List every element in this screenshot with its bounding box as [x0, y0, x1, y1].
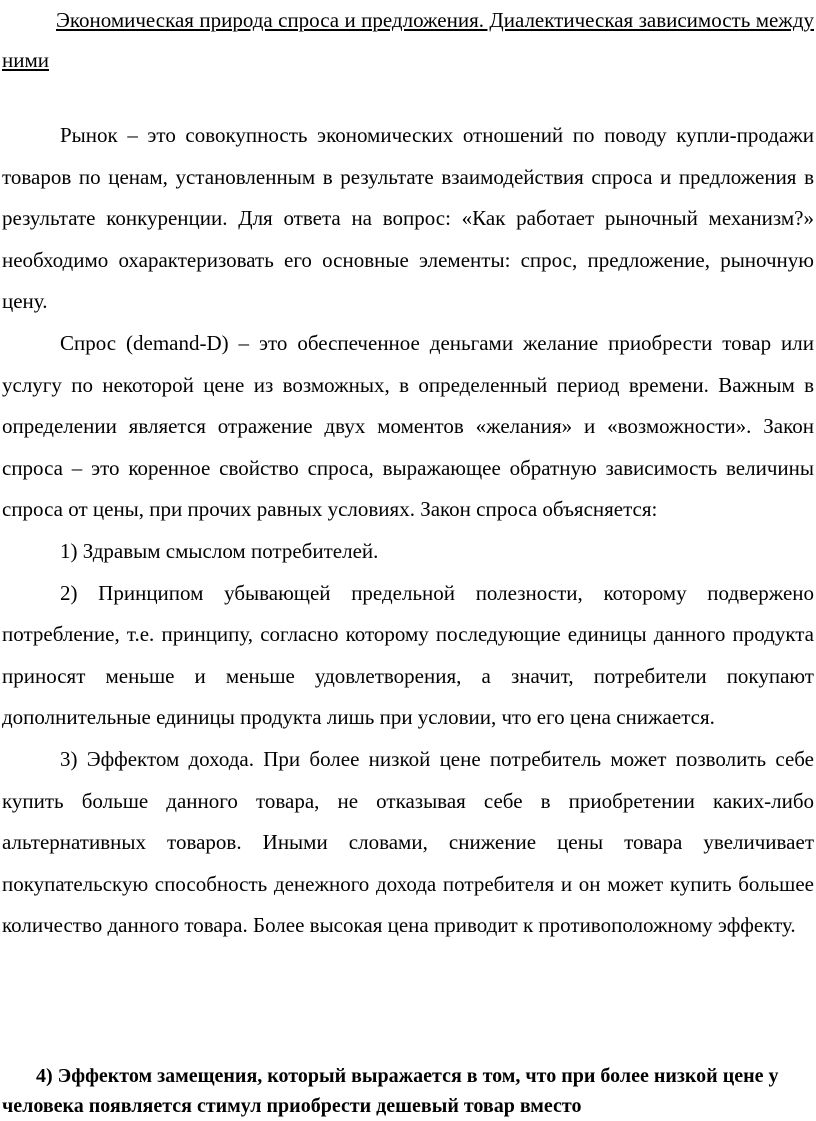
list-item-substitution-effect: 4) Эффектом замещения, который выражается в том, что при более низкой цене у человека появляется стимул приобрести дешевый товар вместо [2, 1065, 779, 1117]
paragraph-market-definition: Рынок – это совокупность экономических отношений по поводу купли-продажи товаров по ценам, установленным в результате взаимодействия спроса и предложения в результате конкуренции. Для ответа на вопрос: «Как работает рыночный механизм?» необходимо охарактеризовать его основные элементы: спрос, предложение, рыночную цену. [2, 123, 814, 314]
list-item-income-effect: 3) Эффектом дохода. При более низкой цене потребитель может позволить себе купить больше данного товара, не отказывая себе в приобретении каких-либо альтернативных товаров. Иными словами, снижение цены товара увеличивает покупательскую способность денежного дохода потребителя и он может купить большее количество данного товара. Более высокая цена приводит к противоположному эффекту. [2, 746, 814, 938]
list-item-marginal-utility: 2) Принципом убывающей предельной полезности, которому подвержено потребление, т.е. принципу, согласно которому последующие единицы данного продукта приносят меньше и меньше удовлетворения, а значит, потребители покупают дополнительные единицы продукта лишь при условии, что его цена снижается. [2, 580, 814, 730]
page-title: Экономическая природа спроса и предложения. Диалектическая зависимость между ними [2, 8, 814, 72]
list-item-common-sense: 1) Здравым смыслом потребителей. [60, 538, 379, 563]
document-body [2, 115, 814, 947]
paragraph-demand-definition: Спрос (demand-D) – это обеспеченное деньгами желание приобрести товар или услугу по некоторой цене из возможных, в определенный период времени. Важным в определении является отражение двух моментов «желания» и «возможности». Закон спроса – это коренное свойство спроса, выражающее обратную зависимость величины спроса от цены, при прочих равных условиях. Закон спроса объясняется: [2, 330, 814, 522]
